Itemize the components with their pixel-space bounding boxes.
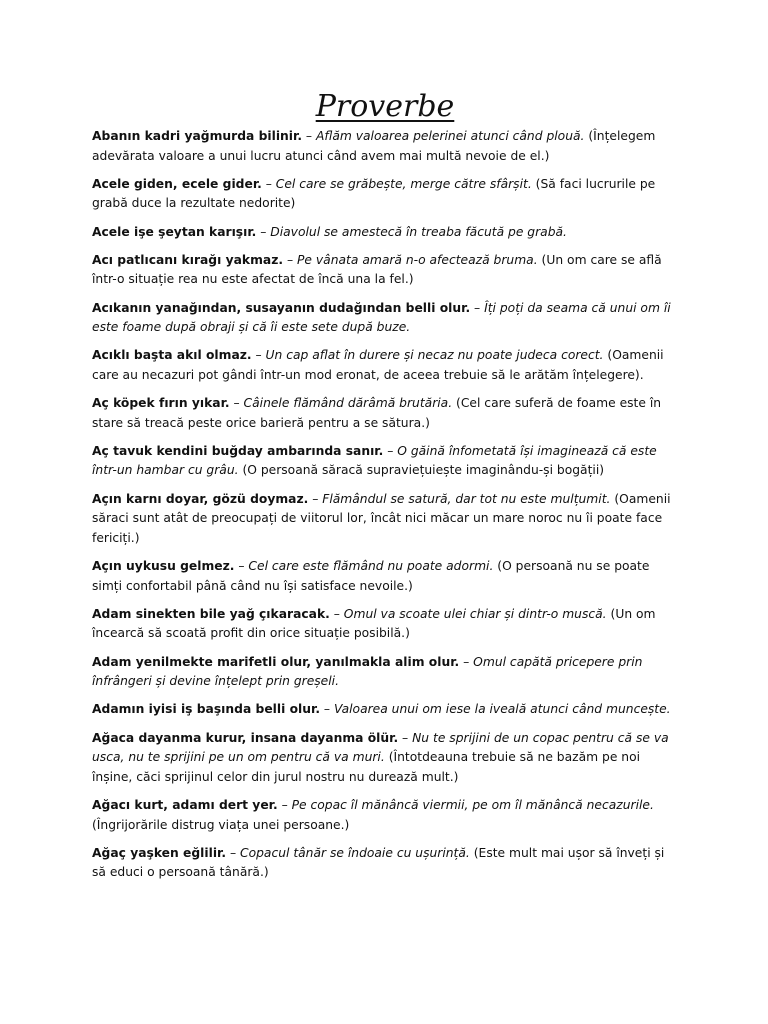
proverb-original: Aç köpek fırın yıkar. bbox=[92, 396, 230, 411]
proverb-original: Acıkanın yanağından, susayanın dudağından belli olur. bbox=[92, 300, 471, 315]
proverb-translation: Cel care este flămând nu poate adormi. bbox=[248, 559, 494, 574]
proverb-entry: Acele işe şeytan karışır. – Diavolul se amestecă în treaba făcută pe grabă. bbox=[92, 224, 567, 239]
proverb-original: Adam yenilmekte marifetli olur, yanılmakla alim olur. bbox=[92, 654, 460, 669]
proverb-translation: Valoarea unui om iese la iveală atunci când muncește. bbox=[333, 702, 671, 717]
proverb-explanation: (Întotdeauna trebuie să ne bazăm pe noi înșine, căci sprijinul celor din jurul nostru nu durează mult.) bbox=[92, 750, 641, 784]
proverb-entry: Ağacı kurt, adamı dert yer. – Pe copac îl mănâncă viermii, pe om îl mănâncă necazurile. (Îngrijorările distrug viața unei persoane.) bbox=[92, 797, 654, 832]
proverb-entry: Aç tavuk kendini buğday ambarında sanır. – O găină înfometată își imaginează că este într-un hambar cu grâu. (O persoană săracă supraviețuiește imaginându-și bogății) bbox=[92, 443, 657, 478]
proverb-entry: Ağaca dayanma kurur, insana dayanma ölür. – Nu te sprijini de un copac pentru că se va usca, nu te sprijini pe un om pentru că va muri. (Întotdeauna trebuie să ne bazăm pe noi înșine, căci sprijinul celor din jurul nostru nu durează mult.) bbox=[92, 730, 669, 784]
proverb-translation: Pe vânata amară n-o afectează bruma. bbox=[297, 252, 538, 267]
proverb-entry: Ağaç yaşken eğlilir. – Copacul tânăr se îndoaie cu ușurință. (Este mult mai ușor să înveți și să educi o persoană tânără.) bbox=[92, 845, 665, 880]
proverb-explanation: (Este mult mai ușor să înveți și să educi o persoană tânără.) bbox=[92, 845, 665, 880]
proverb-translation: Diavolul se amestecă în treaba făcută pe grabă. bbox=[270, 224, 567, 239]
proverb-original: Acı patlıcanı kırağı yakmaz. bbox=[92, 252, 284, 267]
proverb-explanation: (Să faci lucrurile pe grabă duce la rezultate nedorite) bbox=[92, 176, 656, 211]
proverb-list bbox=[92, 127, 678, 883]
proverb-original: Adamın iyisi iş başında belli olur. bbox=[92, 702, 320, 717]
proverb-explanation: (Un om încearcă să scoată profit din orice situație posibilă.) bbox=[92, 606, 656, 641]
page-title-text: Proverbe bbox=[315, 89, 455, 124]
proverb-explanation: (O persoană nu se poate simți confortabil până când nu își satisface nevoile.) bbox=[92, 559, 650, 593]
proverb-entry: Abanın kadri yağmurda bilinir. – Aflăm valoarea pelerinei atunci când plouă. (Înțelegem adevărata valoare a unui lucru atunci când avem mai multă nevoie de el.) bbox=[92, 129, 656, 163]
proverb-original: Aç tavuk kendini buğday ambarında sanır. bbox=[92, 443, 384, 458]
proverb-original: Açın uykusu gelmez. bbox=[92, 559, 235, 574]
proverb-explanation: (O persoană săracă supraviețuiește imaginându-și bogății) bbox=[242, 463, 605, 478]
proverb-entry: Acı patlıcanı kırağı yakmaz. – Pe vânata amară n-o afectează bruma. (Un om care se află într-o situație rea nu este afectat de încă una la fel.) bbox=[92, 252, 662, 287]
proverb-entry: Acele giden, ecele gider. – Cel care se grăbește, merge către sfârșit. (Să faci lucrurile pe grabă duce la rezultate nedorite) bbox=[92, 176, 656, 211]
proverb-entry: Açın karnı doyar, gözü doymaz. – Flămândul se satură, dar tot nu este mulțumit. (Oamenii săraci sunt atât de preocupați de viitorul lor, încât nici măcar un mare noroc nu îi poate face fericiți.) bbox=[92, 491, 671, 545]
proverb-original: Acıklı başta akıl olmaz. bbox=[92, 348, 252, 363]
proverb-entry: Açın uykusu gelmez. – Cel care este flămând nu poate adormi. (O persoană nu se poate simți confortabil până când nu își satisface nevoile.) bbox=[92, 559, 650, 593]
proverb-translation: Omul va scoate ulei chiar și dintr-o muscă. bbox=[343, 606, 607, 621]
proverb-translation: Îți poți da seama că unui om îi este foame după obraji și că îi este sete după buze. bbox=[92, 300, 671, 335]
proverb-original: Ağaç yaşken eğlilir. bbox=[92, 845, 227, 860]
proverb-translation: Cel care se grăbește, merge către sfârșit. bbox=[275, 176, 532, 191]
proverb-translation: Aflăm valoarea pelerinei atunci când plouă. bbox=[315, 129, 585, 143]
proverb-explanation: (Oamenii săraci sunt atât de preocupați de viitorul lor, încât nici măcar un mare noroc nu îi poate face fericiți.) bbox=[92, 491, 671, 545]
proverb-translation: Câinele flămând dărâmă brutăria. bbox=[243, 396, 453, 411]
proverb-explanation: (Un om care se află într-o situație rea nu este afectat de încă una la fel.) bbox=[92, 252, 662, 287]
proverb-translation: Flămândul se satură, dar tot nu este mulțumit. bbox=[322, 491, 611, 506]
proverb-explanation: (Oamenii care au necazuri pot gândi într-un mod eronat, de aceea trebuie să le arătăm înțelegere). bbox=[92, 348, 664, 382]
proverb-original: Acele giden, ecele gider. bbox=[92, 176, 262, 191]
proverb-original: Açın karnı doyar, gözü doymaz. bbox=[92, 491, 309, 506]
proverb-explanation: (Îngrijorările distrug viața unei persoane.) bbox=[92, 817, 350, 832]
proverb-translation: O găină înfometată își imaginează că este într-un hambar cu grâu. bbox=[92, 443, 657, 478]
proverb-entry: Adam sinekten bile yağ çıkaracak. – Omul va scoate ulei chiar și dintr-o muscă. (Un om încearcă să scoată profit din orice situație posibilă.) bbox=[92, 606, 656, 641]
proverb-translation: Copacul tânăr se îndoaie cu ușurință. bbox=[240, 845, 470, 860]
proverb-translation: Omul capătă pricepere prin înfrângeri și devine înțelept prin greșeli. bbox=[92, 654, 643, 689]
proverb-entry: Acıkanın yanağından, susayanın dudağından belli olur. – Îți poți da seama că unui om îi este foame după obraji și că îi este sete după buze. bbox=[92, 300, 671, 335]
proverb-original: Ağaca dayanma kurur, insana dayanma ölür. bbox=[92, 730, 399, 745]
proverb-original: Abanın kadri yağmurda bilinir. bbox=[92, 129, 302, 143]
proverb-translation: Un cap aflat în durere și necaz nu poate judeca corect. bbox=[265, 348, 604, 363]
proverb-entry: Acıklı başta akıl olmaz. – Un cap aflat în durere și necaz nu poate judeca corect. (Oamenii care au necazuri pot gândi într-un mod eronat, de aceea trebuie să le arătăm înțelegere). bbox=[92, 348, 664, 382]
proverb-translation: Nu te sprijini de un copac pentru că se va usca, nu te sprijini pe un om pentru că va muri. bbox=[92, 730, 669, 765]
proverb-entry: Aç köpek fırın yıkar. – Câinele flămând dărâmă brutăria. (Cel care suferă de foame este în stare să treacă peste orice barieră pentru a se sătura.) bbox=[92, 396, 662, 430]
proverb-original: Acele işe şeytan karışır. bbox=[92, 224, 257, 239]
proverb-original: Adam sinekten bile yağ çıkaracak. bbox=[92, 606, 330, 621]
proverb-original: Ağacı kurt, adamı dert yer. bbox=[92, 797, 278, 812]
document-page bbox=[92, 88, 678, 892]
proverb-entry: Adam yenilmekte marifetli olur, yanılmakla alim olur. – Omul capătă pricepere prin înfrângeri și devine înțelept prin greșeli. bbox=[92, 654, 643, 689]
page-title bbox=[92, 88, 678, 126]
proverb-explanation: (Înțelegem adevărata valoare a unui lucru atunci când avem mai multă nevoie de el.) bbox=[92, 129, 656, 163]
proverb-entry: Adamın iyisi iş başında belli olur. – Valoarea unui om iese la iveală atunci când muncește. bbox=[92, 702, 671, 717]
proverb-translation: Pe copac îl mănâncă viermii, pe om îl mănâncă necazurile. bbox=[291, 797, 654, 812]
proverb-explanation: (Cel care suferă de foame este în stare să treacă peste orice barieră pentru a se sătura.) bbox=[92, 396, 662, 430]
